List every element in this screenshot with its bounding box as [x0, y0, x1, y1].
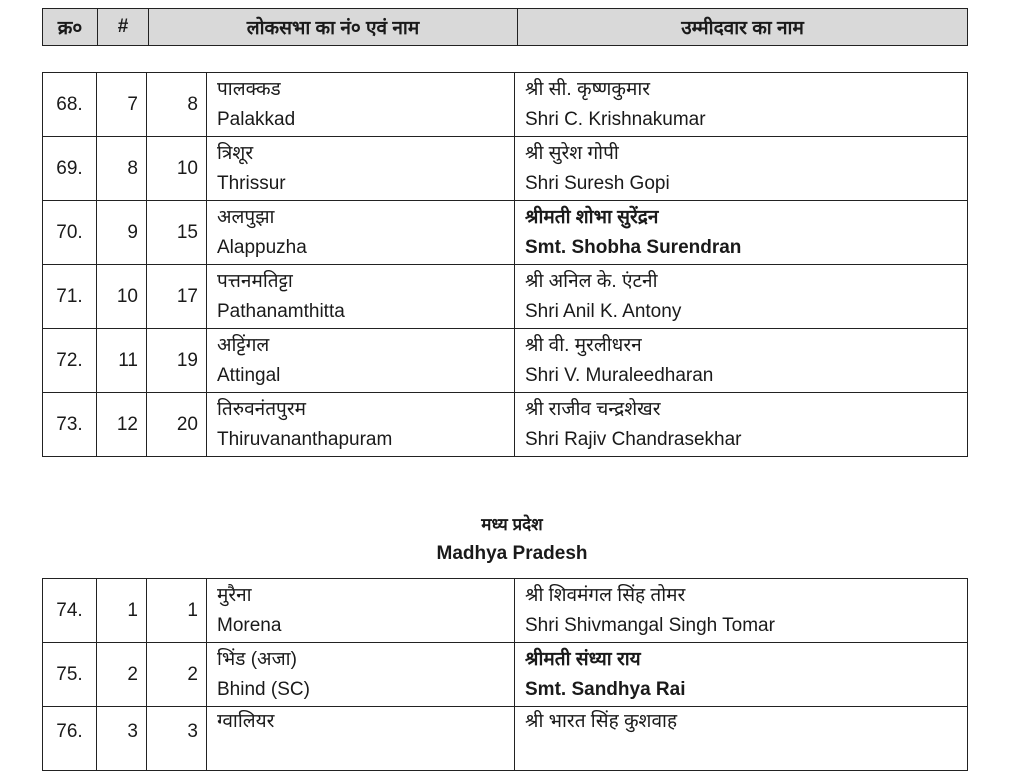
serial-number: 72. — [43, 329, 97, 393]
table-row — [43, 265, 968, 329]
constituency-cell — [207, 579, 515, 643]
candidate-english: Smt. Sandhya Rai — [525, 678, 686, 700]
candidate-hindi: श्री शिवमंगल सिंह तोमर — [525, 584, 686, 606]
constituency-hindi: अट्टिंगल — [217, 334, 270, 356]
constituency-hindi: त्रिशूर — [217, 142, 254, 164]
candidate-cell — [515, 73, 968, 137]
state-seq: 7 — [97, 73, 147, 137]
candidate-cell — [515, 329, 968, 393]
state-seq: 12 — [97, 393, 147, 457]
constituency-number: 17 — [147, 265, 207, 329]
constituency-number: 8 — [147, 73, 207, 137]
serial-number: 68. — [43, 73, 97, 137]
header-candidate: उम्मीदवार का नाम — [518, 9, 968, 46]
candidate-english: Smt. Shobha Surendran — [525, 236, 742, 258]
constituency-hindi: पालक्कड — [217, 78, 281, 100]
candidate-hindi: श्री अनिल के. एंटनी — [525, 270, 658, 292]
constituency-hindi: मुरैना — [217, 584, 252, 606]
state-seq: 2 — [97, 643, 147, 707]
constituency-hindi: ग्वालियर — [217, 711, 275, 732]
table-row — [43, 73, 968, 137]
constituency-english: Bhind (SC) — [217, 678, 310, 700]
header-sr: क्र० — [43, 9, 98, 46]
candidate-cell — [515, 393, 968, 457]
constituency-number: 20 — [147, 393, 207, 457]
madhya-pradesh-table — [42, 578, 968, 771]
serial-number: 74. — [43, 579, 97, 643]
constituency-english: Alappuzha — [217, 236, 307, 258]
state-seq: 3 — [97, 707, 147, 771]
state-seq: 11 — [97, 329, 147, 393]
constituency-cell — [207, 201, 515, 265]
candidate-cell — [515, 201, 968, 265]
candidate-cell — [515, 643, 968, 707]
serial-number: 69. — [43, 137, 97, 201]
header-constituency: लोकसभा का नं० एवं नाम — [149, 9, 518, 46]
constituency-hindi: तिरुवनंतपुरम — [217, 398, 306, 420]
constituency-number: 10 — [147, 137, 207, 201]
constituency-cell — [207, 707, 515, 771]
section-title-english: Madhya Pradesh — [436, 543, 588, 564]
candidate-cell — [515, 707, 968, 771]
constituency-cell — [207, 329, 515, 393]
table-row — [43, 707, 968, 771]
kerala-table — [42, 72, 968, 457]
constituency-english: Morena — [217, 614, 282, 636]
constituency-cell — [207, 393, 515, 457]
constituency-cell — [207, 265, 515, 329]
constituency-cell — [207, 137, 515, 201]
constituency-cell — [207, 643, 515, 707]
constituency-number: 3 — [147, 707, 207, 771]
table-row — [43, 137, 968, 201]
table-row — [43, 393, 968, 457]
state-seq: 9 — [97, 201, 147, 265]
state-seq: 1 — [97, 579, 147, 643]
candidate-english: Shri Suresh Gopi — [525, 172, 670, 194]
header-hash: # — [98, 9, 149, 46]
candidate-english: Shri Shivmangal Singh Tomar — [525, 614, 775, 636]
candidate-cell — [515, 137, 968, 201]
serial-number: 71. — [43, 265, 97, 329]
serial-number: 76. — [43, 707, 97, 771]
constituency-english: Pathanamthitta — [217, 300, 345, 322]
constituency-hindi: पत्तनमतिट्टा — [217, 270, 293, 292]
section-title-hindi: मध्य प्रदेश — [481, 515, 543, 534]
table-row — [43, 579, 968, 643]
constituency-hindi: अलपुझा — [217, 206, 275, 228]
candidate-hindi: श्री भारत सिंह कुशवाह — [525, 711, 678, 732]
constituency-number: 19 — [147, 329, 207, 393]
header-row — [42, 8, 968, 46]
candidate-english: Shri Rajiv Chandrasekhar — [525, 428, 742, 450]
table-row — [43, 643, 968, 707]
constituency-english: Thrissur — [217, 172, 286, 194]
constituency-cell — [207, 73, 515, 137]
constituency-number: 1 — [147, 579, 207, 643]
state-seq: 10 — [97, 265, 147, 329]
candidate-cell — [515, 265, 968, 329]
table-row — [43, 329, 968, 393]
candidate-english: Shri V. Muraleedharan — [525, 364, 714, 386]
candidate-hindi: श्री सी. कृष्णकुमार — [525, 78, 651, 100]
serial-number: 70. — [43, 201, 97, 265]
constituency-number: 15 — [147, 201, 207, 265]
candidate-hindi: श्री राजीव चन्द्रशेखर — [525, 398, 661, 420]
state-seq: 8 — [97, 137, 147, 201]
serial-number: 75. — [43, 643, 97, 707]
constituency-english: Attingal — [217, 364, 281, 386]
candidate-hindi: श्रीमती संध्या राय — [525, 648, 641, 670]
candidate-hindi: श्री सुरेश गोपी — [525, 142, 619, 164]
constituency-hindi: भिंड (अजा) — [217, 648, 297, 670]
constituency-english: Thiruvananthapuram — [217, 428, 393, 450]
serial-number: 73. — [43, 393, 97, 457]
constituency-number: 2 — [147, 643, 207, 707]
candidate-english: Shri C. Krishnakumar — [525, 108, 706, 130]
candidate-cell — [515, 579, 968, 643]
constituency-english: Palakkad — [217, 108, 296, 130]
table-row — [43, 201, 968, 265]
candidate-hindi: श्रीमती शोभा सुरेंद्रन — [525, 206, 659, 228]
candidate-english: Shri Anil K. Antony — [525, 300, 682, 322]
candidate-hindi: श्री वी. मुरलीधरन — [525, 334, 642, 356]
